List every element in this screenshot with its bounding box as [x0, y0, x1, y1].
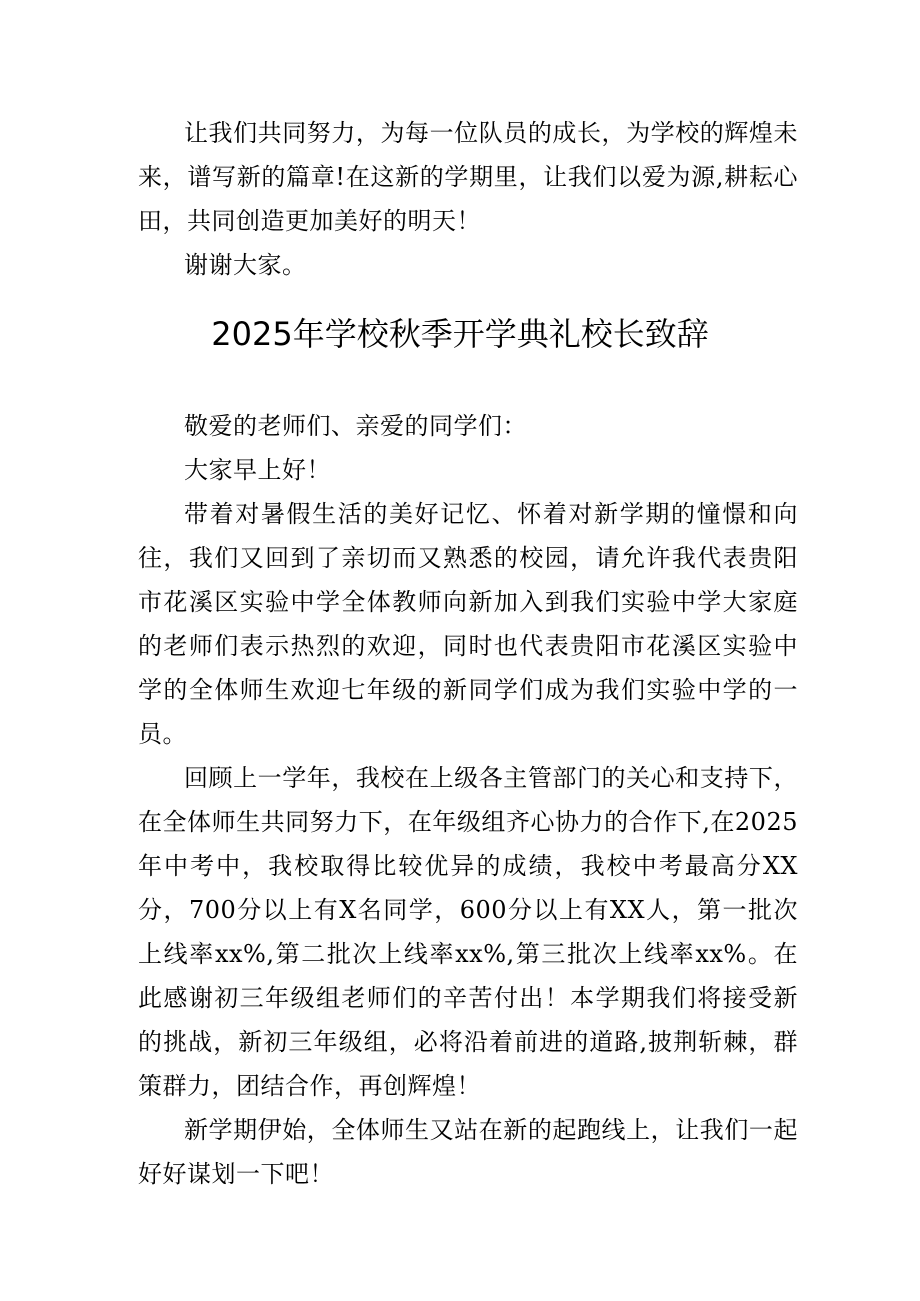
paragraph: 带着对暑假生活的美好记忆、怀着对新学期的憧憬和向往，我们又回到了亲切而又熟悉的校园，请允许我代表贵阳市花溪区实验中学全体教师向新加入到我们实验中学大家庭的老师们表示热烈的欢迎，同时也代表贵阳市花溪区实验中学的全体师生欢迎七年级的新同学们成为我们实验中学的一员。: [138, 500, 798, 748]
greeting: 大家早上好！: [184, 456, 331, 484]
paragraph: 回顾上一学年，我校在上级各主管部门的关心和支持下，在全体师生共同努力下，在年级组齐心协力的合作下,在2025年中考中，我校取得比较优异的成绩，我校中考最高分XX分，700分以上有X名同学，600分以上有XX人，第一批次上线率xx%,第二批次上线率xx%,第三批次上线率xx%。在此感谢初三年级组老师们的辛苦付出！本学期我们将接受新的挑战，新初三年级组，必将沿着前进的道路,披荆斩棘，群策群力，团结合作，再创辉煌！: [138, 764, 798, 1100]
salutation: 敬爱的老师们、亲爱的同学们：: [184, 412, 527, 440]
closing-section: [138, 111, 798, 287]
paragraph: 谢谢大家。: [184, 251, 307, 279]
paragraph: 新学期伊始，全体师生又站在新的起跑线上，让我们一起好好谋划一下吧！: [138, 1116, 798, 1188]
paragraph: 让我们共同努力，为每一位队员的成长，为学校的辉煌未来，谱写新的篇章!在这新的学期里，让我们以爱为源,耕耘心田，共同创造更加美好的明天！: [138, 119, 798, 235]
document-title: 2025年学校秋季开学典礼校长致辞: [211, 315, 709, 353]
speech-body: [138, 404, 798, 1196]
